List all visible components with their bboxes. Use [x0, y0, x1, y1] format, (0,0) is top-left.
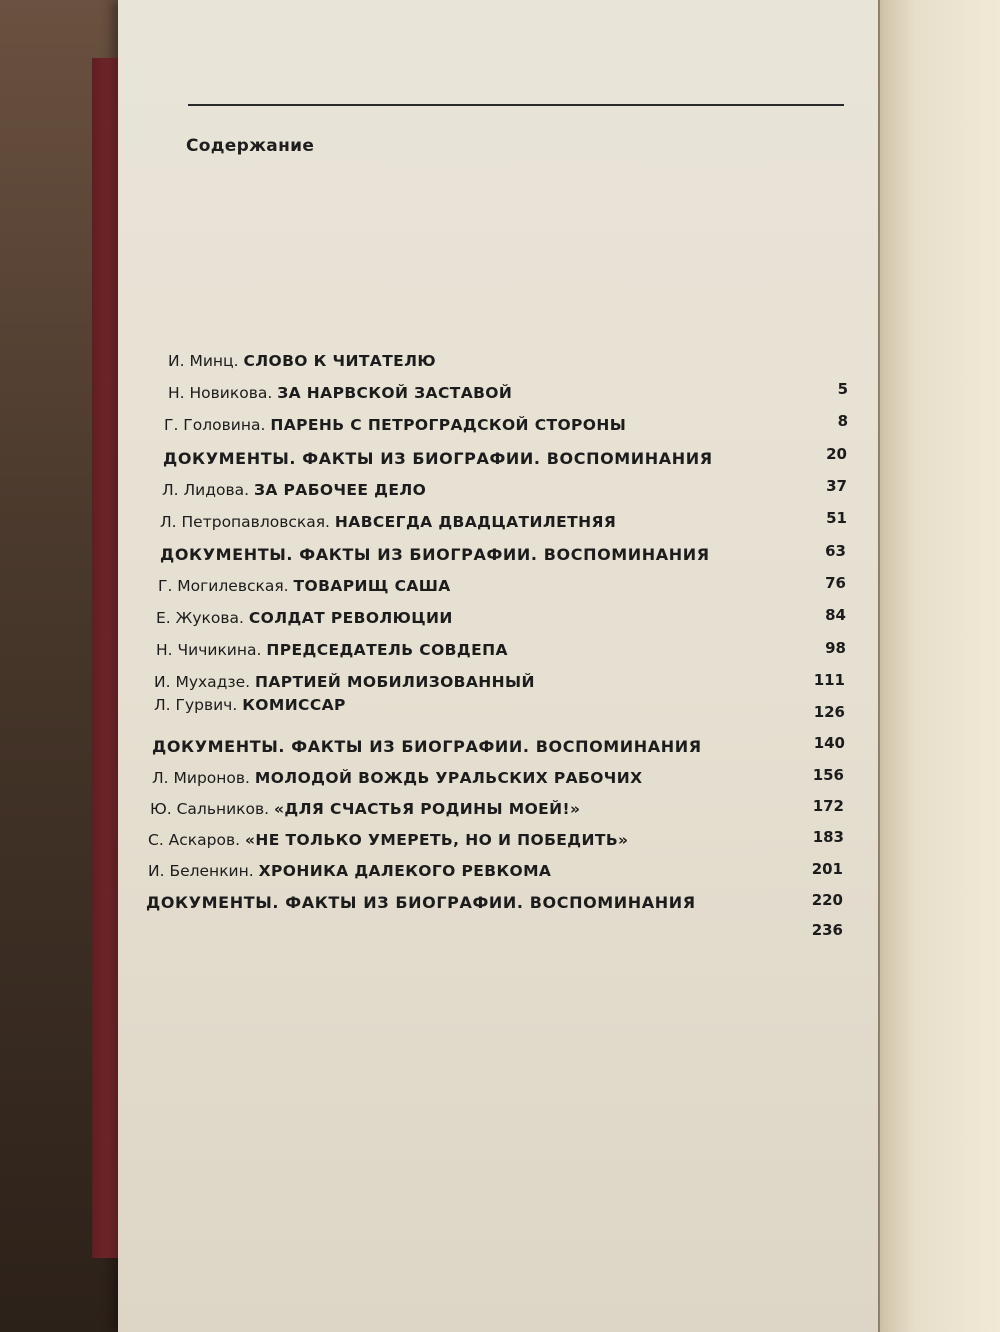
page-number: 183	[812, 828, 844, 846]
toc-title: ХРОНИКА ДАЛЕКОГО РЕВКОМА	[258, 862, 552, 880]
page-number: 63	[825, 542, 846, 560]
toc-entry	[150, 800, 580, 818]
toc-entry	[152, 737, 702, 756]
page-number: 37	[826, 477, 847, 495]
toc-entry	[146, 893, 696, 912]
toc-title: КОМИССАР	[242, 696, 346, 714]
toc-author: Л. Петропавловская.	[160, 513, 330, 531]
toc-entry	[156, 609, 453, 627]
toc-author: Н. Новикова.	[168, 384, 273, 402]
toc-author: Ю. Сальников.	[150, 800, 270, 818]
page-number: 111	[813, 671, 845, 689]
page-number: 201	[811, 860, 843, 878]
toc-entry	[148, 831, 628, 849]
page-number: 76	[825, 574, 846, 592]
toc-title: «НЕ ТОЛЬКО УМЕРЕТЬ, НО И ПОБЕДИТЬ»	[244, 831, 629, 849]
toc-title: ЗА РАБОЧЕЕ ДЕЛО	[253, 481, 427, 499]
toc-author: Л. Миронов.	[152, 769, 250, 787]
toc-author: И. Минц.	[168, 352, 239, 370]
toc-entry	[158, 577, 451, 595]
header-rule	[188, 104, 844, 106]
toc-title: ДОКУМЕНТЫ. ФАКТЫ ИЗ БИОГРАФИИ. ВОСПОМИНАНИЯ	[152, 737, 702, 756]
toc-author: Л. Лидова.	[162, 481, 249, 499]
page-number: 98	[825, 639, 846, 657]
toc-title: «ДЛЯ СЧАСТЬЯ РОДИНЫ МОЕЙ!»	[274, 800, 581, 818]
page-number: 84	[825, 606, 846, 624]
toc-title: ДОКУМЕНТЫ. ФАКТЫ ИЗ БИОГРАФИИ. ВОСПОМИНАНИЯ	[146, 893, 696, 912]
toc-title: МОЛОДОЙ ВОЖДЬ УРАЛЬСКИХ РАБОЧИХ	[254, 769, 643, 787]
toc-title: СЛОВО К ЧИТАТЕЛЮ	[243, 352, 437, 370]
toc-entry	[156, 641, 508, 659]
toc-entry	[163, 449, 713, 468]
toc-author: И. Мухадзе.	[154, 673, 251, 691]
toc-title: НАВСЕГДА ДВАДЦАТИЛЕТНЯЯ	[334, 513, 617, 531]
page-number: 140	[813, 734, 845, 752]
toc-entry	[154, 696, 346, 714]
toc-title: ПАРЕНЬ С ПЕТРОГРАДСКОЙ СТОРОНЫ	[270, 416, 627, 434]
toc-title: ПРЕДСЕДАТЕЛЬ СОВДЕПА	[266, 641, 508, 659]
page-number: 126	[813, 703, 845, 721]
page-number: 156	[812, 766, 844, 784]
toc-author: Е. Жукова.	[156, 609, 244, 627]
page-number: 220	[811, 891, 843, 909]
toc-title: ДОКУМЕНТЫ. ФАКТЫ ИЗ БИОГРАФИИ. ВОСПОМИНАНИЯ	[163, 449, 713, 468]
toc-entry	[160, 545, 710, 564]
toc-title: ЗА НАРВСКОЙ ЗАСТАВОЙ	[277, 384, 513, 402]
facing-page	[880, 0, 1000, 1332]
page-title: Содержание	[186, 136, 315, 156]
toc-author: И. Беленкин.	[148, 862, 254, 880]
page-number: 8	[837, 412, 848, 430]
toc-title: ДОКУМЕНТЫ. ФАКТЫ ИЗ БИОГРАФИИ. ВОСПОМИНАНИЯ	[160, 545, 710, 564]
toc-entry	[148, 862, 551, 880]
page-number: 5	[837, 380, 848, 398]
toc-author: Л. Гурвич.	[154, 696, 238, 714]
toc-title: ПАРТИЕЙ МОБИЛИЗОВАННЫЙ	[255, 673, 535, 691]
page-number: 172	[812, 797, 844, 815]
toc-title: СОЛДАТ РЕВОЛЮЦИИ	[248, 609, 453, 627]
toc-author: Г. Могилевская.	[158, 577, 289, 595]
toc-entry	[160, 513, 616, 531]
page-number: 51	[826, 509, 847, 527]
contents-page	[118, 0, 878, 1332]
toc-title: ТОВАРИЩ САША	[293, 577, 451, 595]
page-number: 236	[811, 921, 843, 939]
toc-entry	[168, 352, 436, 370]
toc-author: Г. Головина.	[164, 416, 266, 434]
toc-entry	[152, 769, 642, 787]
toc-author: Н. Чичикина.	[156, 641, 262, 659]
toc-entry	[164, 416, 626, 434]
toc-entry	[154, 673, 535, 691]
toc-entry	[168, 384, 512, 402]
toc-entry	[162, 481, 426, 499]
toc-author: С. Аскаров.	[148, 831, 241, 849]
page-number: 20	[826, 445, 847, 463]
